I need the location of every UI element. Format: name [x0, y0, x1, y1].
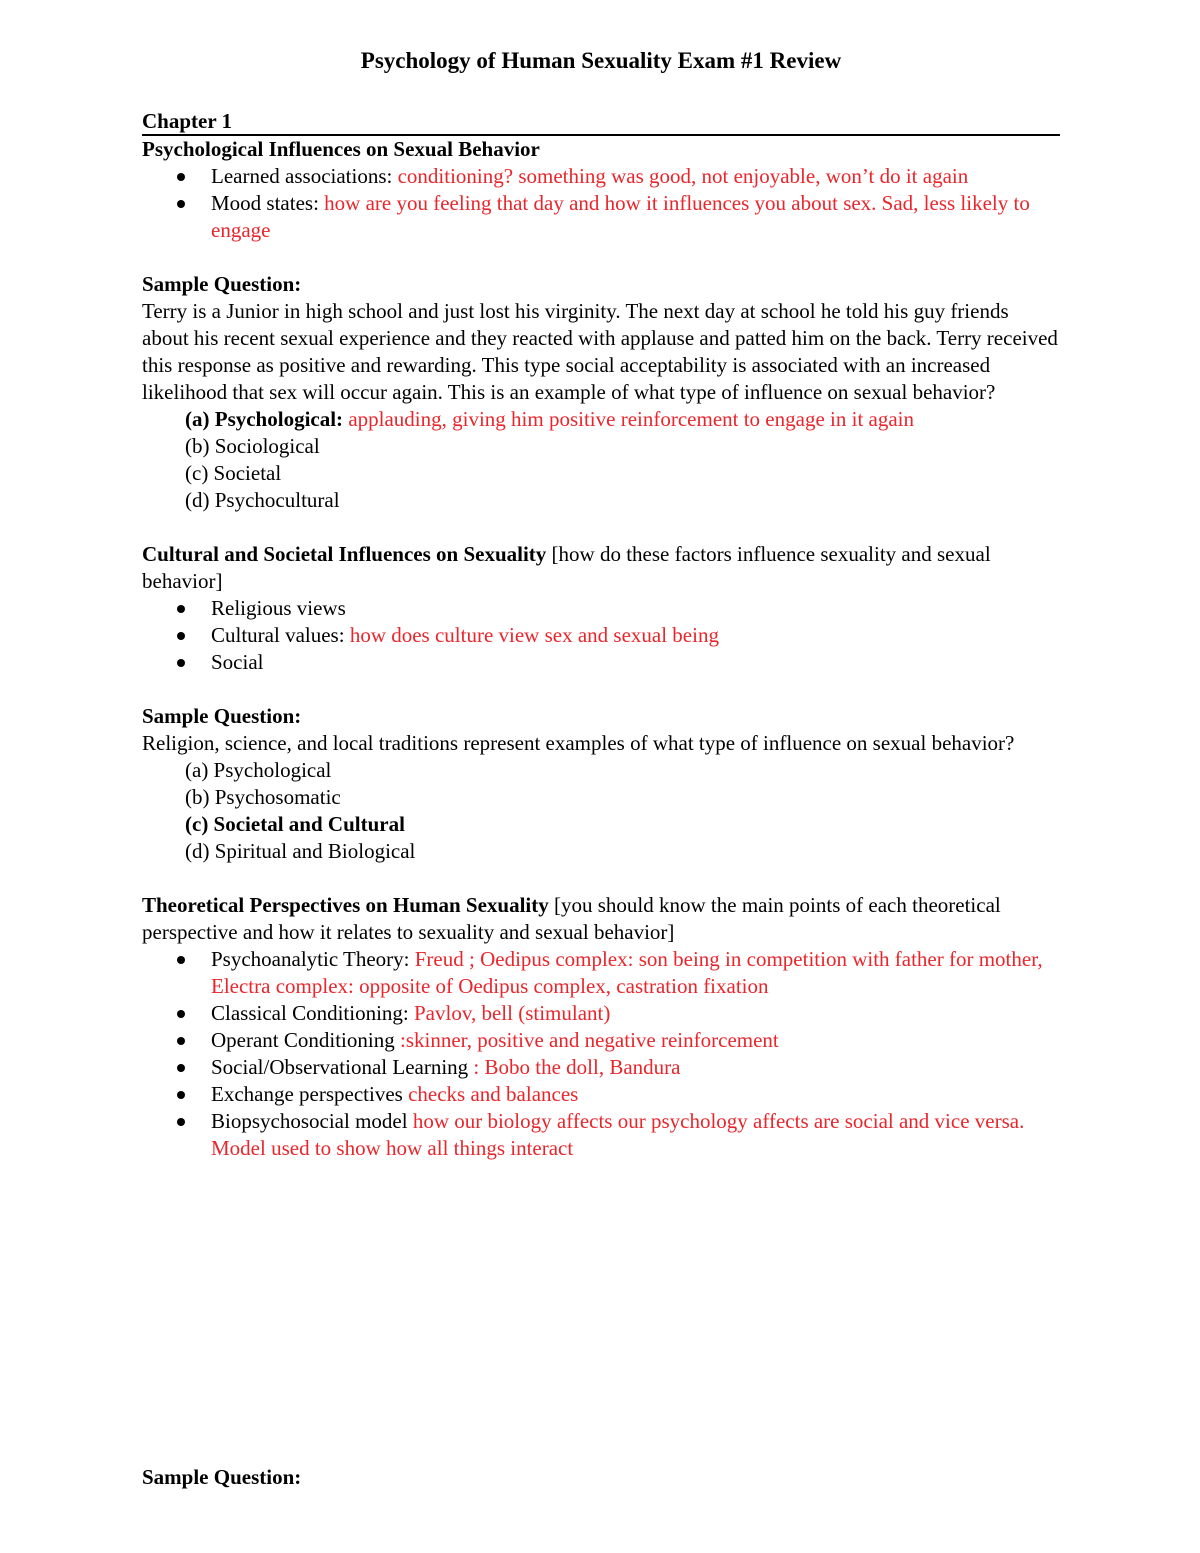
item-label: Religious views — [211, 596, 346, 620]
list-item — [142, 946, 1060, 1000]
answer-option: (b) Sociological — [185, 434, 320, 458]
section-heading-theoretical: Theoretical Perspectives on Human Sexuality [you should know the main points of each theoretical perspective and how it relates to sexuality and sexual behavior] — [142, 893, 1001, 944]
item-label: Psychoanalytic Theory: — [211, 947, 415, 971]
answer-option: (b) Psychosomatic — [185, 785, 341, 809]
item-label: Mood states: — [211, 191, 325, 215]
list-item — [142, 649, 1060, 676]
list-item — [142, 1027, 1060, 1054]
item-note: checks and balances — [408, 1082, 579, 1106]
list-item — [142, 1081, 1060, 1108]
bullet-icon — [177, 956, 185, 964]
bullet-list-cultural — [142, 595, 1060, 676]
heading-note: [how do these factors influence sexuality and sexual behavior] — [142, 542, 991, 593]
bullet-icon — [177, 1091, 185, 1099]
item-label: Learned associations: — [211, 164, 398, 188]
list-item — [142, 595, 1060, 622]
bullet-icon — [177, 632, 185, 640]
item-note: how does culture view sex and sexual being — [349, 623, 719, 647]
bullet-icon — [177, 1118, 185, 1126]
item-note: : Bobo the doll, Bandura — [473, 1055, 681, 1079]
item-note: conditioning? something was good, not enjoyable, won’t do it again — [397, 164, 969, 188]
answer-option-correct: (c) Societal and Cultural — [185, 812, 405, 836]
question-text: Terry is a Junior in high school and just lost his virginity. The next day at school he told his guy friends about his recent sexual experience and they reacted with applause and patted him on the back. Terry received this response as positive and rewarding. This type social acceptability is associated with an increased likelihood that sex will occur again. This is an example of what type of influence on sexual behavior? — [142, 299, 1058, 404]
item-note: :skinner, positive and negative reinforcement — [399, 1028, 779, 1052]
item-label: Biopsychosocial model — [211, 1109, 413, 1133]
answer-note: applauding, giving him positive reinforcement to engage in it again — [343, 407, 914, 431]
heading-note: [you should know the main points of each theoretical perspective and how it relates to sexuality and sexual behavior] — [142, 893, 1001, 944]
item-label: Operant Conditioning — [211, 1028, 400, 1052]
item-note: Freud ; Oedipus complex: son being in competition with father for mother, Electra complex: opposite of Oedipus complex, castration fixation — [211, 947, 1043, 998]
bullet-list-theoretical — [142, 946, 1060, 1162]
bullet-icon — [177, 1064, 185, 1072]
answer-label: (a) Psychological: — [185, 407, 344, 431]
section-heading-cultural: Cultural and Societal Influences on Sexuality [how do these factors influence sexuality and sexual behavior] — [142, 542, 991, 593]
answer-option-correct — [185, 406, 1060, 433]
bullet-icon — [177, 1010, 185, 1018]
bullet-icon — [177, 1037, 185, 1045]
item-note: how are you feeling that day and how it influences you about sex. Sad, less likely to engage — [211, 191, 1030, 242]
item-label: Social/Observational Learning — [211, 1055, 474, 1079]
list-item — [142, 163, 1060, 190]
item-note: how our biology affects our psychology affects are social and vice versa. Model used to show how all things interact — [211, 1109, 1025, 1160]
item-label: Exchange perspectives — [211, 1082, 409, 1106]
answer-option: (c) Societal — [185, 461, 282, 485]
section-heading-psychological: Psychological Influences on Sexual Behavior — [142, 137, 540, 161]
answer-option: (d) Spiritual and Biological — [185, 839, 416, 863]
list-item — [142, 1000, 1060, 1027]
list-item — [142, 622, 1060, 649]
sample-question-label: Sample Question: — [142, 704, 302, 728]
item-note: Pavlov, bell (stimulant) — [414, 1001, 611, 1025]
answer-options — [142, 406, 1060, 514]
chapter-heading: Chapter 1 — [142, 108, 1060, 136]
document-content — [142, 46, 1060, 1162]
bullet-icon — [177, 200, 185, 208]
answer-options — [142, 757, 1060, 865]
bullet-icon — [177, 605, 185, 613]
sample-question-label: Sample Question: — [142, 272, 302, 296]
bullet-list-psychological — [142, 163, 1060, 244]
bullet-icon — [177, 659, 185, 667]
bullet-icon — [177, 173, 185, 181]
list-item — [142, 1108, 1060, 1162]
answer-option: (a) Psychological — [185, 758, 332, 782]
item-label: Classical Conditioning: — [211, 1001, 414, 1025]
list-item — [142, 1054, 1060, 1081]
item-label: Cultural values: — [211, 623, 350, 647]
list-item — [142, 190, 1060, 244]
question-text: Religion, science, and local traditions represent examples of what type of influence on sexual behavior? — [142, 731, 1015, 755]
answer-option: (d) Psychocultural — [185, 488, 340, 512]
sample-question-label-bottom: Sample Question: — [142, 1465, 302, 1489]
document-title: Psychology of Human Sexuality Exam #1 Review — [360, 48, 842, 73]
item-label: Social — [211, 650, 264, 674]
